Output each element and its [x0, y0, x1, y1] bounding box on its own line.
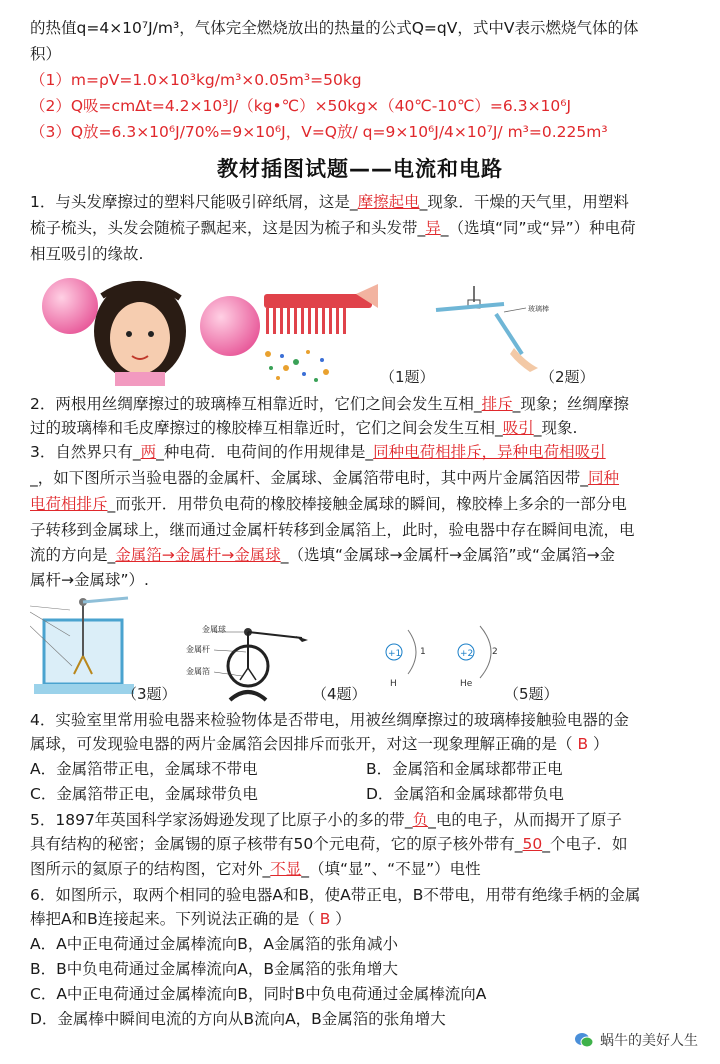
caption-q3: （3题） — [122, 685, 177, 703]
q4-answer: B — [577, 735, 589, 753]
atom1-label: H — [390, 679, 397, 689]
atom2-label: He — [460, 679, 473, 689]
q4-option-c: C．金属箔带正电，金属球带负电 — [30, 785, 258, 803]
q4-line-1: 4．实验室里常用验电器来检验物体是否带电，用被丝绸摩擦过的玻璃棒接触验电器的金 — [30, 711, 629, 729]
section-title: 教材插图试题——电流和电路 — [217, 157, 503, 181]
q3-line-2: _，如下图所示当验电器的金属杆、金属球、金属箔带电时，其中两片金属箔因带_同种 — [30, 469, 620, 487]
q1-line-2: 梳子梳头，头发会随梳子飘起来，这是因为梳子和头发带_异_（选填“同”或“异”）种电荷 — [30, 219, 636, 237]
comb-paper-figure — [256, 282, 380, 386]
q1-line-3: 相互吸引的缘故. — [30, 245, 144, 263]
intro-line-1: 的热值q=4×10⁷J/m³，气体完全燃烧放出的热量的公式Q=qV，式中V表示燃烧气体的体 — [30, 19, 639, 37]
label-jinshuqiu: 金属球 — [202, 625, 226, 634]
answer-2: （2）Q吸=cmΔt=4.2×10³J/（kg•℃）×50kg×（40℃-10℃）=6.3×10⁶J — [30, 97, 572, 115]
q6-option-d: D．金属棒中瞬间电流的方向从B流向A，B金属箔的张角增大 — [30, 1010, 446, 1028]
caption-q1: （1题） — [380, 368, 435, 386]
q1-blank-2: 异 — [425, 219, 441, 237]
q6-option-b: B．B中负电荷通过金属棒流向A，B金属箔的张角增大 — [30, 960, 399, 978]
q1-blank-1: 摩擦起电 — [357, 193, 420, 211]
q2-line-2: 过的玻璃棒和毛皮摩擦过的橡胶棒互相靠近时，它们之间会发生互相_吸引_现象. — [30, 419, 578, 437]
q4-option-b: B．金属箔和金属球都带正电 — [366, 760, 563, 778]
answer-1: （1）m=ρV=1.0×10³kg/m³×0.05m³=50kg — [30, 71, 362, 89]
q3-blank-1: 两 — [140, 443, 157, 461]
glass-rod-label: 玻璃棒 — [528, 305, 549, 313]
q3-line-5: 流的方向是_金属箔→金属杆→金属球_（选填“金属球→金属杆→金属箔”或“金属箔→金 — [30, 546, 616, 564]
atom2-core: +2 — [460, 649, 474, 659]
watermark-text: 蜗牛的美好人生 — [600, 1033, 698, 1049]
q3-line-1: 3．自然界只有_两_种电荷．电荷间的作用规律是_同种电荷相排斥，异种电荷相吸引 — [30, 443, 606, 461]
answer-3: （3）Q放=6.3×10⁶J/70%=9×10⁶J，V=Q放/ q=9×10⁶J/4×10⁷J/ m³=0.225m³ — [30, 123, 608, 141]
label-jinshugan: 金属杆 — [186, 645, 210, 654]
girl-balloon-figure — [30, 276, 260, 386]
q3-blank-3b: 电荷相排斥 — [30, 495, 108, 513]
q2-line-1: 2．两根用丝绸摩擦过的玻璃棒互相靠近时，它们之间会发生互相_排斥_现象；丝绸摩擦 — [30, 395, 629, 413]
watermark — [574, 1030, 698, 1050]
atom-structure-figure — [380, 622, 500, 692]
q6-answer: B — [319, 910, 331, 928]
q5-blank-3: 不显 — [270, 860, 302, 878]
q1-line-1: 1．与头发摩擦过的塑料尺能吸引碎纸屑，这是_摩擦起电_现象．干燥的天气里，用塑料 — [30, 193, 629, 211]
q4-option-a: A．金属箔带正电，金属球不带电 — [30, 760, 258, 778]
q5-line-3: 图所示的氦原子的结构图，它对外_不显_（填“显”、“不显”）电性 — [30, 860, 481, 878]
caption-q2: （2题） — [540, 368, 595, 386]
q2-blank-1: 排斥 — [481, 395, 513, 413]
glass-rod-figure — [430, 286, 580, 372]
atom1-electrons: 1 — [420, 647, 426, 657]
q3-blank-3a: 同种 — [588, 469, 620, 487]
q6-line-1: 6．如图所示，取两个相同的验电器A和B，使A带正电，B不带电，用带有绝缘手柄的金属 — [30, 886, 641, 904]
intro-line-2: 积） — [30, 45, 62, 63]
q3-line-3: 电荷相排斥_而张开．用带负电荷的橡胶棒接触金属球的瞬间，橡胶棒上多余的一部分电 — [30, 495, 627, 513]
q2-blank-2: 吸引 — [502, 419, 534, 437]
atom1-core: +1 — [388, 649, 402, 659]
q3-line-6: 属杆→金属球”）. — [30, 571, 149, 589]
q6-option-a: A．A中正电荷通过金属棒流向B，A金属箔的张角减小 — [30, 935, 398, 953]
q5-blank-1: 负 — [412, 811, 429, 829]
q3-line-4: 子转移到金属球上，继而通过金属杆转移到金属箔上，此时，验电器中存在瞬间电流，电 — [30, 521, 635, 539]
wechat-icon — [574, 1032, 594, 1048]
caption-q4: （4题） — [312, 685, 367, 703]
q5-line-1: 5．1897年英国科学家汤姆逊发现了比原子小的多的带_负_电的电子，从而揭开了原子 — [30, 811, 622, 829]
q4-option-d: D．金属箔和金属球都带负电 — [366, 785, 564, 803]
caption-q5: （5题） — [504, 685, 559, 703]
q6-line-2: 棒把A和B连接起来。下列说法正确的是（ B ） — [30, 910, 351, 928]
q5-blank-2: 50 — [522, 835, 543, 853]
q3-blank-2: 同种电荷相排斥，异种电荷相吸引 — [373, 443, 606, 461]
q4-line-2: 属球，可发现验电器的两片金属箔会因排斥而张开，对这一现象理解正确的是（ B ） — [30, 735, 609, 753]
atom2-electrons: 2 — [492, 647, 498, 657]
q6-option-c: C．A中正电荷通过金属棒流向B，同时B中负电荷通过金属棒流向A — [30, 985, 487, 1003]
label-jinshubo: 金属箔 — [186, 667, 210, 676]
electroscope-diagram-figure — [184, 622, 314, 702]
q3-blank-4: 金属箔→金属杆→金属球 — [115, 546, 281, 564]
q5-line-2: 具有结构的秘密；金属锡的原子核带有50个元电荷，它的原子核外带有_50_个电子．如 — [30, 835, 628, 853]
